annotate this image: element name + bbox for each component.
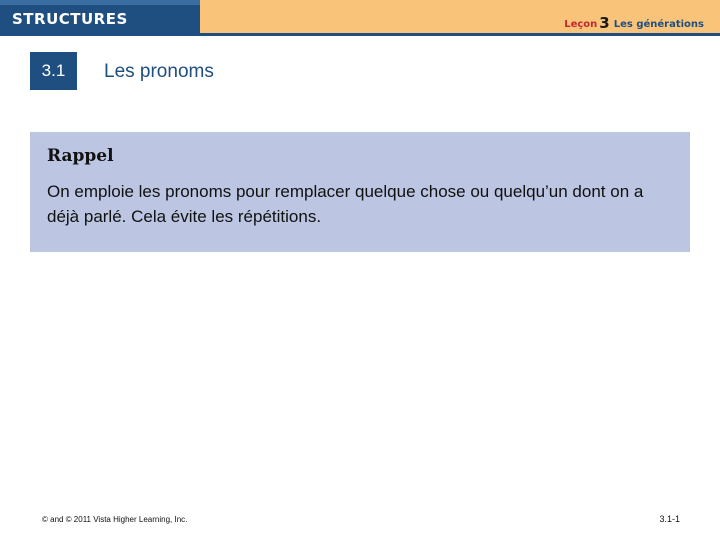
lesson-theme: Les générations bbox=[613, 19, 704, 30]
lesson-label: Leçon bbox=[564, 19, 598, 30]
header-structures-bar bbox=[0, 0, 200, 36]
header-title: STRUCTURES bbox=[12, 10, 128, 28]
rappel-box bbox=[30, 132, 690, 252]
lesson-number: 3 bbox=[599, 14, 610, 32]
rappel-heading: Rappel bbox=[47, 146, 114, 166]
copyright-notice: © and © 2011 Vista Higher Learning, Inc. bbox=[42, 515, 188, 524]
section-number: 3.1 bbox=[30, 52, 77, 90]
header-strip bbox=[0, 0, 200, 5]
section-title: Les pronoms bbox=[104, 61, 214, 82]
lesson-indicator bbox=[564, 14, 704, 32]
page-number: 3.1-1 bbox=[659, 514, 680, 524]
rappel-text: On emploie les pronoms pour remplacer quelque chose ou quelqu’un dont on a déjà parlé. Cela évite les répétitions. bbox=[47, 182, 644, 226]
header-lesson-bar bbox=[200, 0, 720, 36]
